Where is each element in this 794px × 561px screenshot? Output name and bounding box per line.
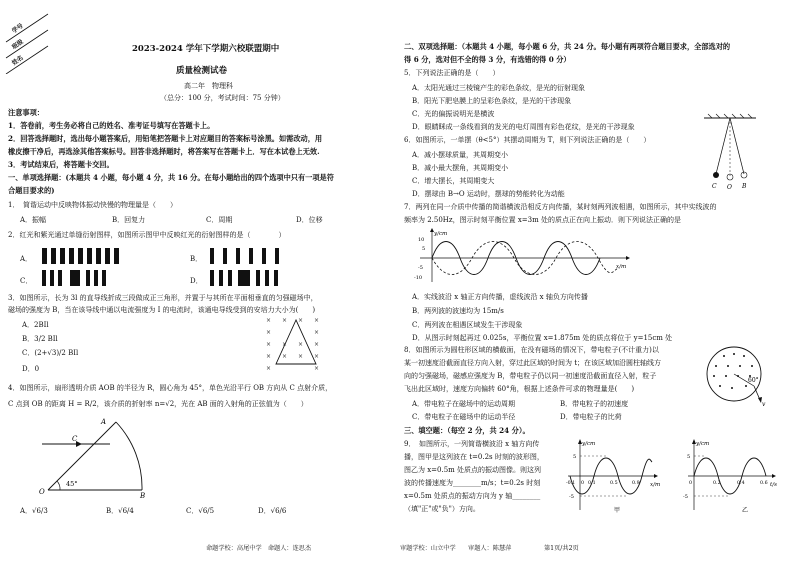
q7-option-a: A．实线波沿 x 轴正方向传播，虚线波沿 x 轴负方向传播: [412, 293, 588, 301]
q9-jia-x-01: 0.1: [588, 481, 596, 486]
seal-label-id: 学号: [10, 22, 25, 35]
q4-angle-label: 45°: [66, 480, 78, 488]
q9-yi-t-04: 0.4: [737, 481, 745, 486]
q7-wave-graph: [406, 228, 632, 284]
q9-yi-tick-m5: -5: [683, 494, 688, 500]
q5-option-d: D．眼睛眯成一条线看到的发光的电灯周围有彩色花纹，是光的干涉现象: [412, 123, 635, 131]
q9-yi-ylabel: y/cm: [696, 441, 710, 447]
q4-option-b: B．√6/4: [106, 507, 134, 515]
q9-graph-jia: [566, 438, 670, 514]
q4-option-d: D．√6/6: [258, 507, 287, 515]
q3-line-2: 磁场的强度为 B，当在该导线中通以电流强度为 I 的电流时，该通电导线受到的安培力大小为( ): [8, 306, 316, 314]
q9-line-4: 波的传播速度为________m/s；t=0.2s 时刻: [404, 479, 541, 487]
section2-heading-1: 二、双项选择题：（本题共 4 小题，每小题 6 分，共 24 分。每小题有两项符合题目要求，全部选对的: [404, 42, 731, 51]
q2-pattern-d: [210, 270, 290, 286]
q9-yi-tick-5: 5: [687, 454, 691, 460]
svg-text:×: ×: [266, 329, 272, 336]
svg-text:×: ×: [314, 341, 320, 348]
q8-option-a: A．带电粒子在磁场中的运动周期: [412, 400, 516, 408]
q9-line-6: （填"正"或"负"）方向。: [404, 505, 480, 513]
q7-ytick-m10: -10: [414, 275, 423, 281]
q9-jia-x-09: 0.9: [632, 481, 640, 486]
q9-yi-t-06: 0.6: [760, 481, 768, 486]
q9-jia-xlabel: x/m: [650, 482, 661, 488]
q4-label-b: B: [140, 492, 146, 498]
svg-text:×: ×: [266, 341, 272, 348]
q7-ytick-5: 5: [422, 246, 426, 252]
q3-triangle-figure: [262, 314, 330, 372]
q2-stem: 2．红光和紫光通过单缝衍射图样，如图所示图甲中反映红光的衍射图样的是（ ）: [8, 231, 286, 239]
q3-option-a: A．2BIl: [22, 321, 49, 329]
q6-option-b: B．减小最大摆角，其周期变小: [412, 164, 509, 172]
notes-heading: 注意事项：: [8, 108, 44, 117]
q8-line-3: 向的匀强磁场，磁感应强度为 B，带电粒子仍以同一初速度沿截面直径入射，粒子: [404, 372, 657, 380]
q9-yi-caption: 乙: [742, 507, 749, 514]
q2-option-a: A．: [20, 255, 33, 263]
q1-option-b: B．回复力: [112, 216, 146, 224]
q6-label-b: B: [742, 183, 747, 190]
q1-option-c: C．周期: [206, 216, 233, 224]
q9-line-2: 播，图甲是这列波在 t=0.2s 时刻的波形图，: [404, 453, 544, 461]
q6-stem: 6．如图所示，一单摆（θ<5°）其摆动周期为 T，则下列说法正确的是（ ）: [404, 136, 651, 144]
exam-title: 2023-2024 学年下学期六校联盟期中: [132, 44, 280, 54]
q2-pattern-c: [42, 270, 122, 286]
q3-option-d: D．0: [22, 365, 40, 373]
q7-ytick-10: 10: [418, 237, 425, 243]
section2-heading-2: 得 6 分，选对但不全的得 3 分，有选错的得 0 分）: [404, 55, 571, 64]
q8-option-b: B．带电粒子的初速度: [560, 400, 629, 408]
q3-option-c: C．(2+√3)/2 BIl: [22, 349, 79, 357]
binding-seal: [4, 4, 52, 74]
q9-line-5: x=0.5m 处质点的振动方向为 y 轴________: [404, 492, 541, 500]
q3-line-1: 3．如图所示，长为 3l 的直导线折成三段做成正三角形，并置于与其所在平面相垂直的匀强磁场中，: [8, 294, 318, 302]
q6-pendulum-figure: [700, 112, 760, 192]
q9-jia-x-m01: -0.1: [566, 481, 576, 486]
q7-line-2: 频率为 2.50Hz，图示时刻平衡位置 x=3m 处的质点正在向上振动．则下列说法正确的是: [404, 216, 681, 224]
q9-jia-x-0: 0: [581, 481, 585, 486]
svg-text:×: ×: [298, 353, 304, 360]
q4-line-1: 4．如图所示，扇形透明介质 AOB 的半径为 R，圆心角为 45°，单色光沿平行 OB 方向从 C 点射介质，: [8, 384, 333, 392]
q9-line-1: 9． 如图所示，一列简谐横波沿 x 轴方向传: [404, 440, 540, 448]
exam-grade: 高二年 物理科: [184, 82, 233, 90]
exam-meta: （总分：100 分，考试时间：75 分钟）: [160, 94, 285, 102]
section1-heading-2: 合题目要求的): [8, 186, 55, 195]
q2-option-b: B．: [190, 255, 203, 263]
svg-text:×: ×: [266, 365, 272, 372]
section3-heading: 三、填空题：（每空 2 分，共 24 分）。: [404, 426, 530, 435]
q4-sector-figure: [36, 414, 166, 498]
svg-text:×: ×: [282, 341, 288, 348]
q5-stem: 5．下列说法正确的是（ ）: [404, 69, 500, 77]
q4-label-c: C: [72, 435, 78, 443]
q8-option-d: D．带电粒子的比荷: [560, 413, 622, 421]
q8-line-1: 8．如图所示为圆柱形区域的横截面，在没有磁场的情况下，带电粒子(不计重力)以: [404, 346, 659, 354]
q5-option-b: B．阳光下肥皂膜上的呈彩色条纹，是光的干涉现象: [412, 97, 572, 105]
svg-text:×: ×: [282, 353, 288, 360]
q7-xlabel: x/m: [616, 264, 627, 270]
q6-option-c: C．增大摆长，其周期变大: [412, 177, 495, 185]
exam-subtitle: 质量检测试卷: [176, 66, 228, 76]
q7-line-1: 7．两列在同一介质中传播的简谐横波沿相反方向传播，某时刻两列波相遇，如图所示，其中实线波的: [404, 203, 717, 211]
footer-author: 命题学校：高尾中学 命题人：连思杰: [206, 545, 312, 552]
seal-label-class: 班级: [10, 38, 25, 51]
q7-ytick-m5: -5: [418, 265, 423, 271]
svg-text:×: ×: [282, 317, 288, 324]
note-3: 3．考试结束后，将答题卡交回。: [8, 160, 114, 169]
section1-heading-1: 一、单项选择题：(本题共 4 小题，每小题 4 分，共 16 分。在每小题给出的四个选项中只有一项是符: [8, 173, 334, 182]
svg-text:×: ×: [314, 317, 320, 324]
note-2a: 2．回答选择题时，选出每小题答案后，用铅笔把答题卡上对应题目的答案标号涂黑。如需改动，用: [8, 134, 323, 143]
q4-label-a: A: [101, 418, 107, 426]
q4-label-o: O: [39, 488, 45, 496]
q7-option-c: C．两列波在相遇区域发生干涉现象: [412, 321, 523, 329]
q7-ylabel: y/cm: [434, 231, 448, 237]
note-2b: 橡皮擦干净后，再选涂其他答案标号。回答非选择题时，将答案写在答题卡上．写在本试卷上无效.: [8, 147, 320, 156]
q9-jia-ylabel: y/cm: [582, 441, 596, 447]
q9-line-3: 图乙为 x=0.5m 处质点的振动图像。则这列: [404, 466, 542, 474]
q6-label-c: C: [712, 183, 717, 190]
footer-reviewer: 审题学校：山立中学 审题人：陈慧萍: [400, 545, 512, 552]
q1-option-a: A．振幅: [20, 216, 47, 224]
svg-text:×: ×: [266, 317, 272, 324]
q2-pattern-a: [42, 248, 122, 264]
svg-text:×: ×: [298, 341, 304, 348]
q8-circle-field-figure: [702, 344, 768, 408]
q4-option-c: C．√6/5: [186, 507, 215, 515]
q8-line-4: 飞出此区域时，速度方向偏转 60°角，根据上述条件可求的物理量是( ): [404, 385, 635, 393]
q3-option-b: B．3/2 BIl: [22, 335, 58, 343]
q5-option-c: C．光的偏振说明光是横波: [412, 110, 495, 118]
svg-text:×: ×: [314, 329, 320, 336]
q7-option-b: B．两列波的波速均为 15m/s: [412, 307, 504, 315]
q2-pattern-b: [210, 248, 290, 264]
svg-text:×: ×: [266, 353, 272, 360]
svg-text:×: ×: [314, 353, 320, 360]
q2-option-d: D．: [190, 277, 203, 285]
footer-page-number: 第1页/共2页: [544, 545, 579, 552]
q2-option-c: C．: [20, 277, 33, 285]
q6-label-o: O: [727, 184, 732, 191]
q1-option-d: D．位移: [296, 216, 323, 224]
q9-jia-tick-5: 5: [573, 454, 577, 460]
seal-label-name: 姓名: [10, 54, 25, 67]
q9-yi-xlabel: t/s: [770, 482, 777, 488]
note-1: 1．答卷前，考生务必将自己的姓名、准考证号填写在答题卡上。: [8, 121, 215, 130]
q8-angle-label: 60°: [748, 377, 759, 384]
q9-jia-tick-m5: -5: [569, 494, 574, 500]
q6-option-d: D．摆球由 B→O 运动时，摆球的势能转化为动能: [412, 190, 565, 198]
q9-jia-x-05: 0.5: [610, 481, 618, 486]
q9-jia-caption: 甲: [614, 507, 621, 514]
q1-stem: 1． 简谐运动中反映物体振动快慢的物理量是（ ）: [8, 201, 177, 209]
q9-graph-yi: [680, 438, 784, 514]
q5-option-a: A．太阳光通过三棱镜产生的彩色条纹，是光的衍射现象: [412, 84, 586, 92]
q6-option-a: A．减小摆球质量，其周期变小: [412, 151, 509, 159]
q7-option-d: D．从图示时刻起再过 0.025s，平衡位置 x=1.875m 处的质点将位于 y=15cm 处: [412, 334, 673, 342]
q8-line-2: 某一初速度沿截面直径方向入射，穿过此区域的时间为 t；在该区域加沿圆柱轴线方: [404, 359, 662, 367]
svg-text:×: ×: [314, 365, 320, 372]
q4-line-2: C 点到 OB 的距离 H = R/2，该介质的折射率 n=√2，光在 AB 面的入射角的正弦值为（ ）: [8, 400, 308, 408]
q8-option-c: C．带电粒子在磁场中的运动半径: [412, 413, 516, 421]
q9-yi-t-02: 0.2: [713, 481, 721, 486]
q4-option-a: A．√6/3: [20, 507, 48, 515]
q8-velocity-label: v: [762, 401, 766, 408]
svg-text:×: ×: [298, 317, 304, 324]
seal-lines: [4, 4, 52, 74]
q9-yi-t-0: 0: [689, 481, 693, 486]
